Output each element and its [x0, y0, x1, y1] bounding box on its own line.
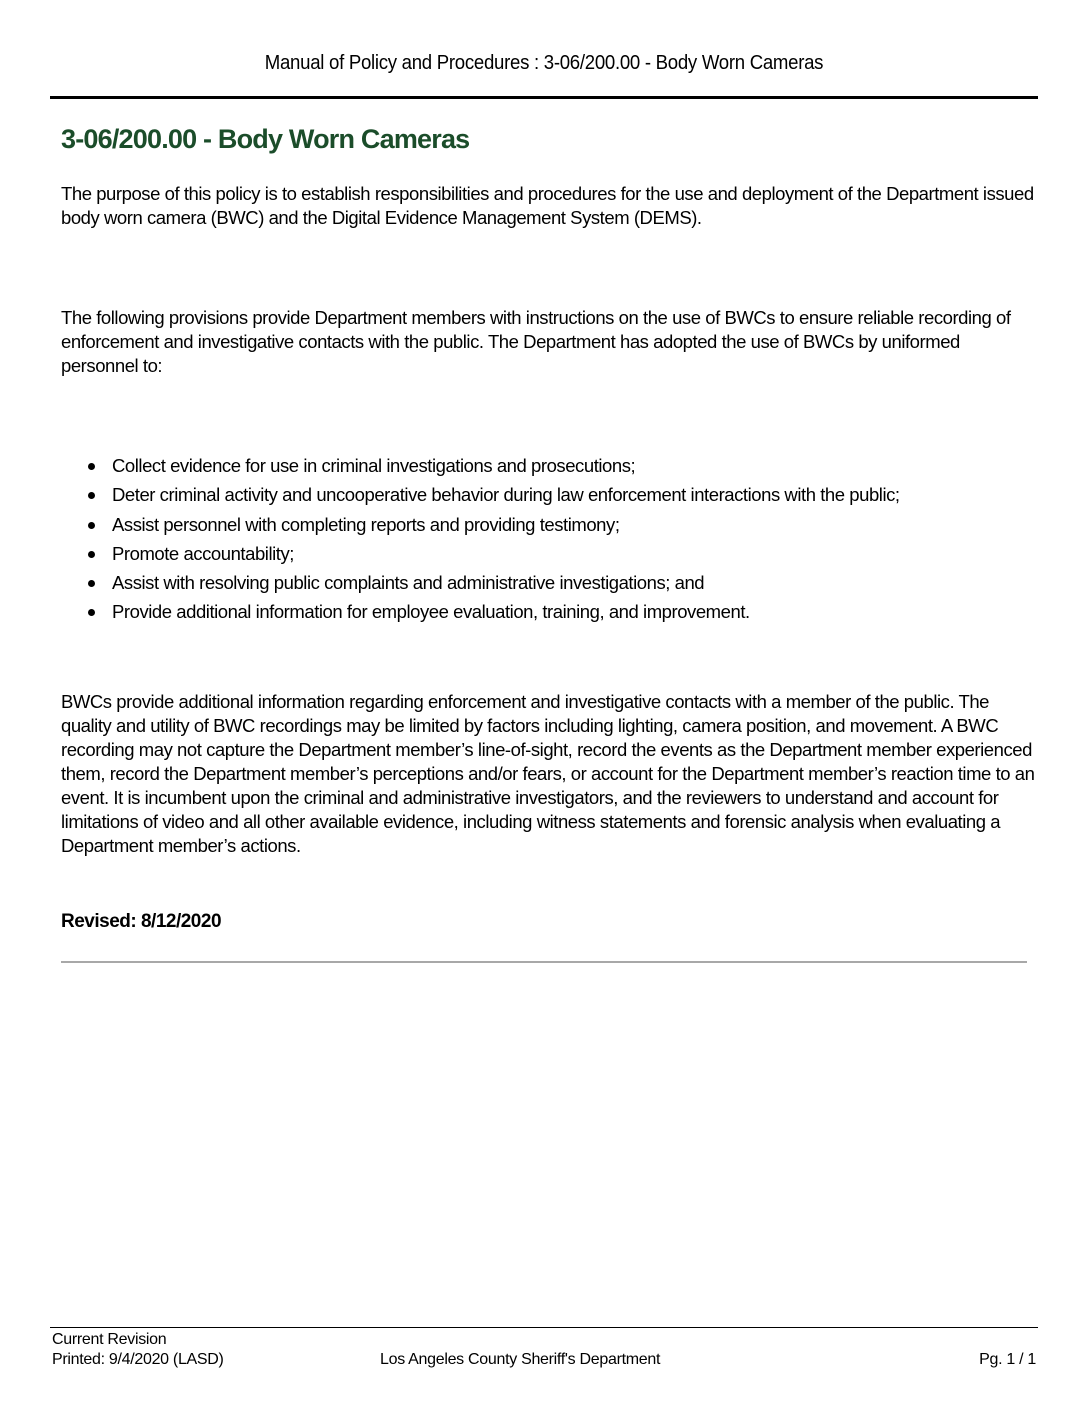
- header-divider: [50, 96, 1038, 99]
- content-end-divider: [61, 961, 1027, 963]
- bullet-text: Provide additional information for employee evaluation, training, and improvement.: [112, 601, 750, 623]
- bullet-item: [88, 513, 1038, 542]
- document-title: 3-06/200.00 - Body Worn Cameras: [61, 124, 470, 154]
- purpose-paragraph: The purpose of this policy is to establish responsibilities and procedures for the use and deployment of the Department issued body worn camera (BWC) and the Digital Evidence Management System (DEMS).: [61, 183, 1034, 228]
- running-header: Manual of Policy and Procedures : 3-06/200.00 - Body Worn Cameras: [264, 52, 824, 74]
- purpose-bullet-list: [88, 454, 1038, 630]
- footer-printed-date: Printed: 9/4/2020 (LASD): [52, 1351, 224, 1368]
- bullet-text: Assist personnel with completing reports and providing testimony;: [112, 513, 620, 535]
- bullet-item: [88, 454, 1038, 483]
- bullet-item: [88, 600, 1038, 629]
- bullet-text: Deter criminal activity and uncooperative behavior during law enforcement interactions with the public;: [112, 484, 900, 506]
- bullet-icon: [88, 463, 95, 470]
- bullet-item: [88, 483, 1038, 512]
- footer-department: Los Angeles County Sheriff's Department: [380, 1351, 661, 1368]
- bullet-icon: [88, 551, 95, 558]
- bullet-item: [88, 542, 1038, 571]
- bullet-text: Collect evidence for use in criminal investigations and prosecutions;: [112, 455, 636, 476]
- footer-page-number: Pg. 1 / 1: [979, 1351, 1036, 1368]
- provisions-paragraph: The following provisions provide Department members with instructions on the use of BWCs to ensure reliable recording of enforcement and investigative contacts with the public. The Department has adopted the use of BWCs by uniformed personnel to:: [61, 307, 1011, 376]
- bullet-icon: [88, 580, 95, 587]
- revised-date: Revised: 8/12/2020: [61, 911, 222, 932]
- bullet-text: Promote accountability;: [112, 542, 294, 564]
- bullet-item: [88, 571, 1038, 600]
- footer-revision-status: Current Revision: [52, 1331, 167, 1348]
- bullet-icon: [88, 522, 95, 529]
- bullet-icon: [88, 492, 95, 499]
- bullet-text: Assist with resolving public complaints and administrative investigations; and: [112, 572, 705, 594]
- footer-divider: [50, 1327, 1038, 1328]
- limitations-paragraph: BWCs provide additional information regarding enforcement and investigative contacts with a member of the public. The quality and utility of BWC recordings may be limited by factors including lighting, camera position, and movement. A BWC recording may not capture the Department member’s line-of-sight, record the events as the Department member experienced them, record the Department member’s perceptions and/or fears, or account for the Department member’s reaction time to an event. It is incumbent upon the criminal and administrative investigators, and the reviewers to understand and account for limitations of video and all other available evidence, including witness statements and forensic analysis when evaluating a Department member’s actions.: [61, 691, 1035, 856]
- bullet-icon: [88, 609, 95, 616]
